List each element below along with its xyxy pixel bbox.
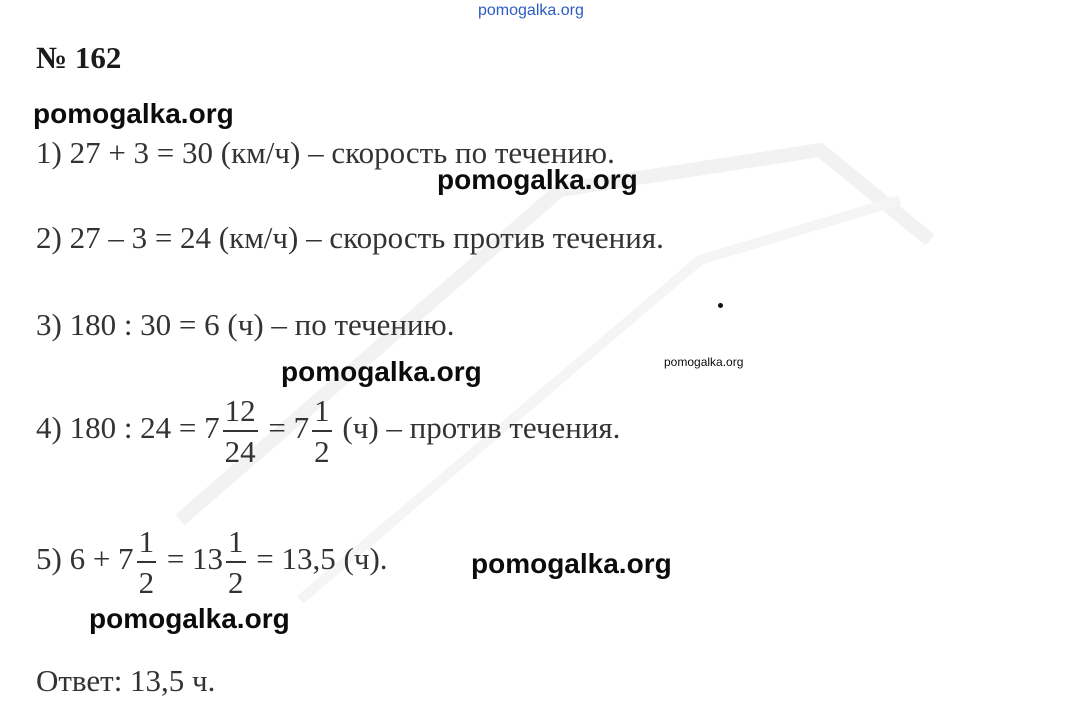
step-5-prefix: 5) 6 + 7 — [36, 541, 134, 577]
problem-number: № 162 — [36, 40, 122, 75]
step-4-fraction-1-numerator: 12 — [224, 393, 256, 428]
step-5-fraction-1-denominator: 2 — [138, 565, 155, 600]
step-4-fraction-1-denominator: 24 — [224, 434, 256, 469]
watermark-5: pomogalka.org — [471, 548, 672, 579]
step-4-suffix: (ч) – против течения. — [342, 410, 621, 446]
fraction-bar — [137, 561, 157, 563]
step-4-fraction-1 — [223, 395, 258, 467]
watermark-3: pomogalka.org — [281, 356, 482, 387]
step-4-fraction-2-denominator: 2 — [314, 434, 330, 469]
answer: Ответ: 13,5 ч. — [36, 663, 216, 698]
watermark-6: pomogalka.org — [89, 603, 290, 634]
step-3: 3) 180 : 30 = 6 (ч) – по течению. — [36, 307, 455, 342]
step-4-prefix: 4) 180 : 24 = 7 — [36, 410, 220, 446]
step-4 — [36, 395, 620, 467]
step-5-middle: = 13 — [166, 541, 224, 577]
fraction-bar — [223, 430, 258, 432]
step-4-fraction-2-numerator: 1 — [314, 393, 330, 428]
step-5-fraction-2-denominator: 2 — [228, 565, 244, 600]
step-5 — [36, 526, 388, 598]
fraction-bar — [312, 430, 332, 432]
step-4-fraction-2 — [312, 395, 332, 467]
header-watermark: pomogalka.org — [478, 2, 584, 19]
step-5-fraction-1-numerator: 1 — [138, 524, 155, 559]
step-5-fraction-1 — [137, 526, 157, 598]
step-5-suffix: = 13,5 (ч). — [256, 541, 388, 577]
step-5-fraction-2 — [226, 526, 246, 598]
fraction-bar — [226, 561, 246, 563]
watermark-2: pomogalka.org — [437, 164, 638, 195]
watermark-1: pomogalka.org — [33, 98, 234, 129]
stray-dot — [718, 303, 723, 308]
step-1: 1) 27 + 3 = 30 (км/ч) – скорость по течению. — [36, 135, 615, 170]
step-4-middle: = 7 — [268, 410, 310, 446]
step-2: 2) 27 – 3 = 24 (км/ч) – скорость против течения. — [36, 220, 664, 255]
step-5-fraction-2-numerator: 1 — [228, 524, 244, 559]
watermark-4: pomogalka.org — [664, 355, 744, 369]
